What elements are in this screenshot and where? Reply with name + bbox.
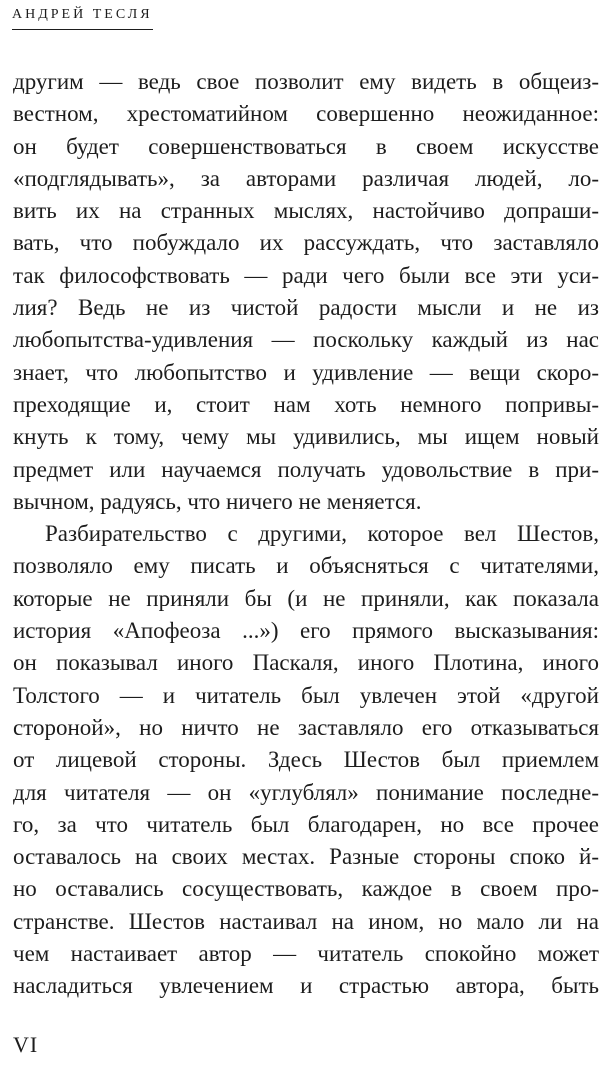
text-line: он показывал иного Паскаля, иного Плотина, иного	[13, 650, 599, 676]
text-line: так философствовать — ради чего были все эти уси-	[13, 262, 599, 288]
text-line: вить их на странных мыслях, настойчиво допраши-	[13, 198, 599, 224]
running-head: АНДРЕЙ ТЕСЛЯ	[12, 6, 153, 30]
body-text	[13, 66, 599, 1003]
text-line: вать, что побуждало их рассуждать, что заставляло	[13, 230, 599, 256]
page-number: VI	[13, 1032, 39, 1057]
text-line: от лицевой стороны. Здесь Шестов был приемлем	[13, 747, 599, 773]
text-line: Толстого — и читатель был увлечен этой «другой	[13, 682, 599, 708]
text-line: которые не приняли бы (и не приняли, как показала	[13, 585, 599, 611]
paragraph-first-line: Разбирательство с другими, которое вел Шестов,	[45, 521, 599, 547]
text-line: го, за что читатель был благодарен, но все прочее	[13, 811, 599, 837]
text-line: любопытства-удивления — поскольку каждый из нас	[13, 327, 599, 353]
text-line: предмет или научаемся получать удовольствие в при-	[13, 456, 599, 482]
text-line: для читателя — он «углублял» понимание последне-	[13, 779, 599, 805]
text-line: но оставались сосуществовать, каждое в своем про-	[13, 876, 599, 902]
text-line: чем настаивает автор — читатель спокойно может	[13, 941, 599, 967]
text-line: он будет совершенствоваться в своем искусстве	[13, 133, 599, 159]
text-line: «подглядывать», за авторами различая людей, ло-	[13, 165, 599, 191]
text-line: знает, что любопытство и удивление — вещи скоро-	[13, 359, 599, 385]
text-line: вычном, радуясь, что ничего не меняется.	[13, 488, 422, 514]
text-line: позволяло ему писать и объясняться с читателями,	[13, 553, 599, 579]
text-line: вестном, хрестоматийном совершенно неожиданное:	[13, 101, 599, 127]
text-line: история «Апофеоза ...») его прямого высказывания:	[13, 618, 599, 644]
text-line: лия? Ведь не из чистой радости мысли и не из	[13, 295, 599, 321]
text-line: оставалось на своих местах. Разные стороны споко й-	[13, 844, 599, 870]
text-line: насладиться увлечением и страстью автора, быть	[13, 973, 599, 999]
text-line: стороной», но ничто не заставляло его отказываться	[13, 714, 599, 740]
text-line: странстве. Шестов настаивал на ином, но мало ли на	[13, 908, 599, 934]
text-line: кнуть к тому, чему мы удивились, мы ищем новый	[13, 424, 599, 450]
text-line: другим — ведь свое позволит ему видеть в общеиз-	[13, 69, 599, 94]
text-line: преходящие и, стоит нам хоть немного попривы-	[13, 391, 599, 417]
